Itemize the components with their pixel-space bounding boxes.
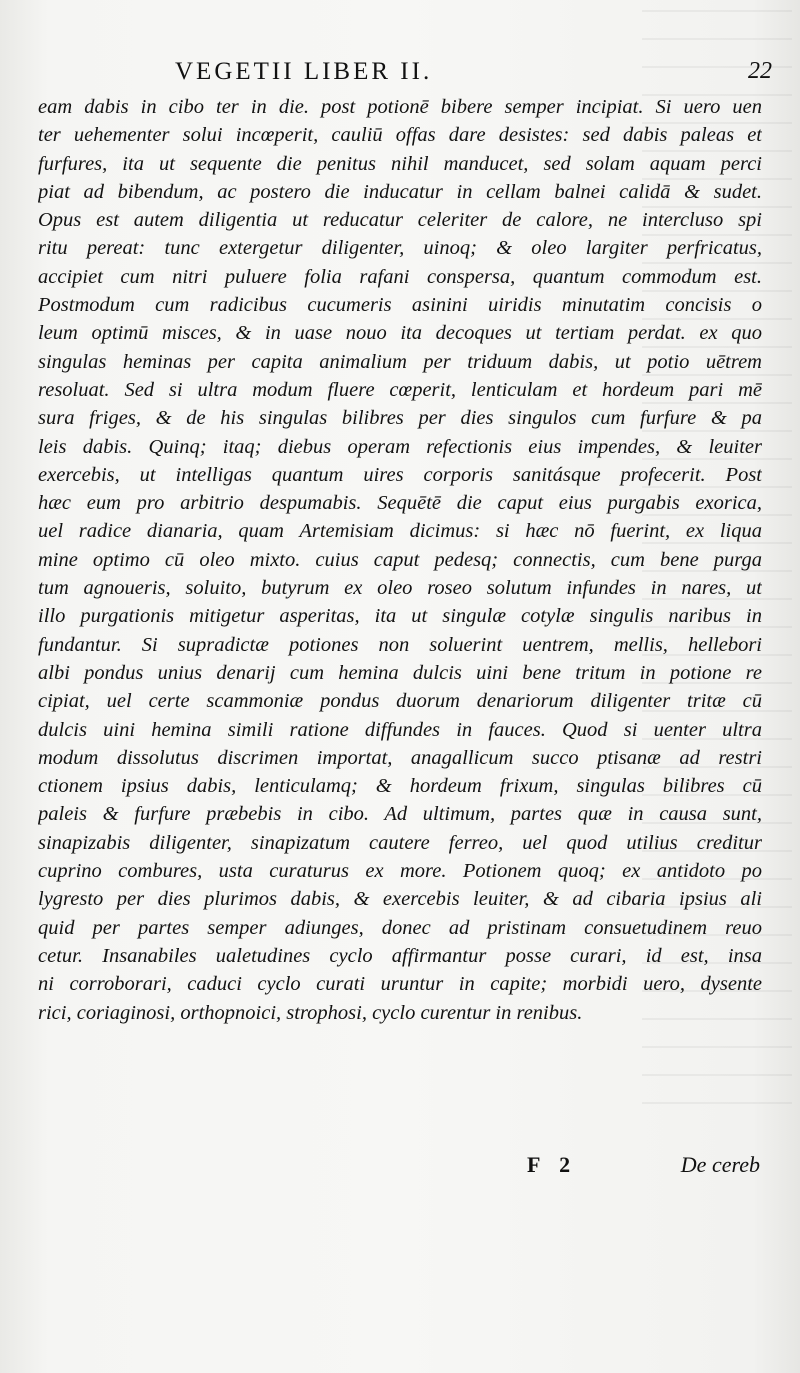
text-line: resoluat. Sed si ultra modum fluere cœperit, lenticulam et hordeum pari mē [38, 378, 762, 401]
text-line: leis dabis. Quinq; itaq; diebus operam refectionis eius impendes, & leuiter [38, 435, 762, 458]
text-line: rici, coriaginosi, orthopnoici, strophosi, cyclo curentur in renibus. [38, 1001, 583, 1024]
text-line: singulas heminas per capita animalium per triduum dabis, ut potio uētrem [38, 350, 762, 373]
text-line: ter uehementer solui incœperit, cauliū offas dare desistes: sed dabis paleas et [38, 124, 762, 147]
text-line: mine optimo cū oleo mixto. cuius caput pedesq; connectis, cum bene purga [38, 548, 762, 571]
text-line: ritu pereat: tunc extergetur diligenter, uinoq; & oleo largiter perfricatus, [38, 237, 762, 260]
text-line: quid per partes semper adiunges, donec ad pristinam consuetudinem reuo [38, 916, 762, 939]
text-line: exercebis, ut intelligas quantum uires corporis sanitásque profecerit. Post [38, 463, 762, 486]
text-line: sura friges, & de his singulas bilibres per dies singulos cum furfure & pa [38, 407, 762, 430]
text-line: ni corroborari, caduci cyclo curati uruntur in capite; morbidi uero, dysente [38, 973, 762, 996]
text-line: ctionem ipsius dabis, lenticulamq; & hordeum frixum, singulas bilibres cū [38, 775, 762, 798]
folio-number: 22 [748, 58, 772, 84]
text-line: Postmodum cum radicibus cucumeris asinini uiridis minutatim concisis o [38, 294, 762, 317]
page-header [0, 58, 800, 88]
text-line: piat ad bibendum, ac postero die inducatur in cellam balnei calidā & sudet. [38, 180, 762, 203]
text-line: sinapizabis diligenter, sinapizatum cautere ferreo, uel quod utilius creditur [38, 831, 762, 854]
text-line: modum dissolutus discrimen importat, anagallicum succo ptisanæ ad restri [38, 746, 762, 769]
text-line: eam dabis in cibo ter in die. post potionē bibere semper incipiat. Si uero uen [38, 96, 762, 118]
text-line: accipiet cum nitri puluere folia rafani conspersa, quantum commodum est. [38, 265, 762, 288]
page-footer [0, 1150, 800, 1184]
text-line: fundantur. Si supradictæ potiones non soluerint uentrem, mellis, hellebori [38, 633, 762, 656]
text-line: albi pondus unius denarij cum hemina dulcis uini bene tritum in potione re [38, 661, 762, 684]
text-line: furfures, ita ut sequente die penitus nihil manducet, sed solam aquam perci [38, 152, 762, 175]
text-line: leum optimū misces, & in uase nouo ita decoques ut tertiam perdat. ex quo [38, 322, 762, 345]
catchword: De cereb [680, 1152, 760, 1177]
body-text [38, 93, 762, 1027]
text-line: hæc eum pro arbitrio despumabis. Sequētē die caput eius purgabis exorica, [38, 492, 762, 515]
signature-mark: F 2 [527, 1152, 571, 1177]
text-line: Opus est autem diligentia ut reducatur celeriter de calore, ne intercluso spi [38, 209, 762, 232]
text-line: tum agnoueris, soluito, butyrum ex oleo roseo solutum infundes in nares, ut [38, 577, 762, 600]
text-line: uel radice dianaria, quam Artemisiam dicimus: si hæc nō fuerint, ex liqua [38, 520, 762, 543]
text-line: dulcis uini hemina simili ratione diffundes in fauces. Quod si uenter ultra [38, 718, 762, 741]
text-line: paleis & furfure præbebis in cibo. Ad ultimum, partes quæ in causa sunt, [38, 803, 762, 826]
text-line: cuprino combures, usta curaturus ex more. Potionem quoq; ex antidoto po [38, 860, 762, 883]
text-line: illo purgationis mitigetur asperitas, ita ut singulæ cotylæ singulis naribus in [38, 605, 762, 628]
text-line: lygresto per dies plurimos dabis, & exercebis leuiter, & ad cibaria ipsius ali [38, 888, 762, 911]
text-line: cipiat, uel certe scammoniæ pondus duorum denariorum diligenter tritæ cū [38, 690, 762, 713]
text-line: cetur. Insanabiles ualetudines cyclo affirmantur posse curari, id est, insa [38, 944, 762, 967]
running-title: VEGETII LIBER II. [175, 58, 433, 85]
